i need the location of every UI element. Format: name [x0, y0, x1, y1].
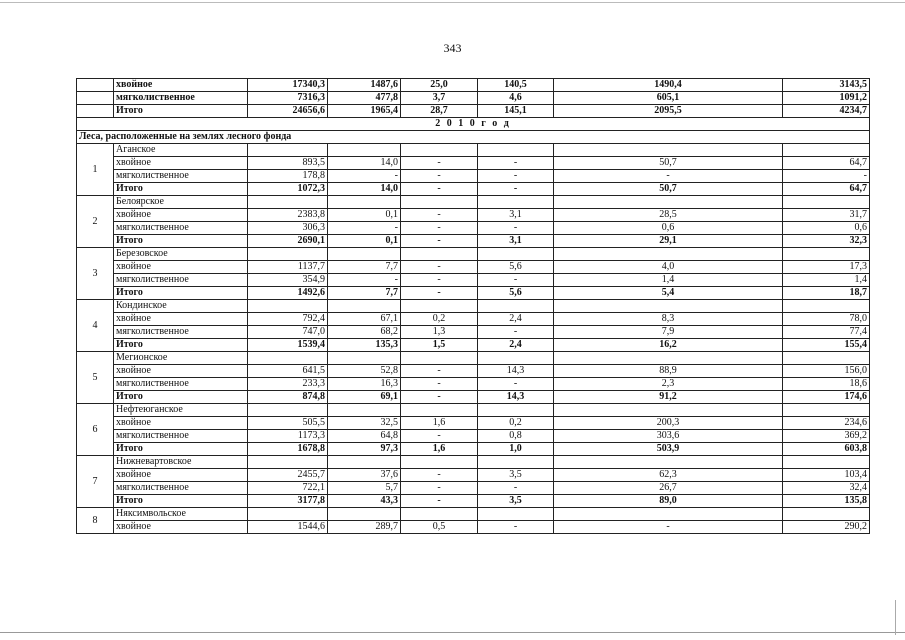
empty-cell	[248, 196, 328, 209]
species-cell: Итого	[114, 287, 248, 300]
empty-cell	[478, 196, 554, 209]
empty-cell	[328, 456, 401, 469]
total-row	[77, 183, 870, 196]
species-cell: Итого	[114, 495, 248, 508]
value-cell: 1490,4	[554, 79, 783, 92]
total-row	[77, 105, 870, 118]
value-cell: 2,4	[478, 339, 554, 352]
district-header-row	[77, 144, 870, 157]
value-cell: 0,6	[554, 222, 783, 235]
forest-data-table	[76, 78, 870, 534]
table-row	[77, 209, 870, 222]
value-cell: 88,9	[554, 365, 783, 378]
total-row	[77, 443, 870, 456]
value-cell: 26,7	[554, 482, 783, 495]
value-cell: 1492,6	[248, 287, 328, 300]
empty-cell	[783, 352, 870, 365]
value-cell: 0,2	[401, 313, 478, 326]
value-cell: 7,9	[554, 326, 783, 339]
total-row	[77, 495, 870, 508]
number-cell	[77, 92, 114, 105]
district-header-row	[77, 508, 870, 521]
value-cell: 2690,1	[248, 235, 328, 248]
value-cell: -	[401, 261, 478, 274]
district-number: 5	[77, 352, 114, 404]
empty-cell	[328, 352, 401, 365]
district-number: 2	[77, 196, 114, 248]
value-cell: 28,7	[401, 105, 478, 118]
value-cell: 14,3	[478, 391, 554, 404]
year-row	[77, 118, 870, 131]
value-cell: 31,7	[783, 209, 870, 222]
value-cell: 722,1	[248, 482, 328, 495]
table-row	[77, 261, 870, 274]
table-row	[77, 417, 870, 430]
value-cell: 303,6	[554, 430, 783, 443]
species-cell: мягколиственное	[114, 222, 248, 235]
empty-cell	[783, 300, 870, 313]
species-cell: мягколиственное	[114, 326, 248, 339]
value-cell: 135,8	[783, 495, 870, 508]
table-row	[77, 79, 870, 92]
value-cell: 25,0	[401, 79, 478, 92]
value-cell: -	[554, 521, 783, 534]
empty-cell	[554, 300, 783, 313]
district-name: Белоярское	[114, 196, 248, 209]
value-cell: 1091,2	[783, 92, 870, 105]
value-cell: 1539,4	[248, 339, 328, 352]
empty-cell	[478, 508, 554, 521]
value-cell: 354,9	[248, 274, 328, 287]
value-cell: 64,7	[783, 183, 870, 196]
value-cell: 145,1	[478, 105, 554, 118]
value-cell: 1,5	[401, 339, 478, 352]
value-cell: 32,4	[783, 482, 870, 495]
value-cell: -	[401, 157, 478, 170]
empty-cell	[328, 508, 401, 521]
empty-cell	[783, 456, 870, 469]
district-header-row	[77, 196, 870, 209]
empty-cell	[478, 456, 554, 469]
value-cell: 32,3	[783, 235, 870, 248]
value-cell: -	[478, 170, 554, 183]
table-row	[77, 482, 870, 495]
value-cell: 52,8	[328, 365, 401, 378]
empty-cell	[554, 404, 783, 417]
empty-cell	[248, 248, 328, 261]
year-heading: 2 0 1 0 г о д	[77, 118, 870, 131]
value-cell: 29,1	[554, 235, 783, 248]
species-cell: Итого	[114, 339, 248, 352]
value-cell: 603,8	[783, 443, 870, 456]
empty-cell	[401, 248, 478, 261]
value-cell: 1,4	[554, 274, 783, 287]
value-cell: 64,7	[783, 157, 870, 170]
value-cell: 3,1	[478, 235, 554, 248]
table-row	[77, 430, 870, 443]
value-cell: 0,1	[328, 209, 401, 222]
table-row	[77, 378, 870, 391]
table-row	[77, 222, 870, 235]
district-header-row	[77, 248, 870, 261]
value-cell: 3,7	[401, 92, 478, 105]
value-cell: 156,0	[783, 365, 870, 378]
species-cell: Итого	[114, 391, 248, 404]
value-cell: 5,6	[478, 287, 554, 300]
section-heading: Леса, расположенные на землях лесного фонда	[77, 131, 870, 144]
value-cell: 1,6	[401, 417, 478, 430]
value-cell: -	[401, 495, 478, 508]
value-cell: 0,2	[478, 417, 554, 430]
species-cell: мягколиственное	[114, 274, 248, 287]
value-cell: 17340,3	[248, 79, 328, 92]
value-cell: 62,3	[554, 469, 783, 482]
table-row	[77, 469, 870, 482]
value-cell: 2455,7	[248, 469, 328, 482]
species-cell: хвойное	[114, 157, 248, 170]
district-header-row	[77, 456, 870, 469]
empty-cell	[554, 456, 783, 469]
empty-cell	[478, 144, 554, 157]
section-row	[77, 131, 870, 144]
value-cell: 135,3	[328, 339, 401, 352]
value-cell: -	[328, 222, 401, 235]
page-number: 343	[443, 41, 462, 55]
value-cell: 14,0	[328, 157, 401, 170]
value-cell: 67,1	[328, 313, 401, 326]
value-cell: 2095,5	[554, 105, 783, 118]
value-cell: 32,5	[328, 417, 401, 430]
value-cell: 68,2	[328, 326, 401, 339]
value-cell: 290,2	[783, 521, 870, 534]
empty-cell	[554, 196, 783, 209]
species-cell: хвойное	[114, 79, 248, 92]
table-row	[77, 170, 870, 183]
value-cell: 3143,5	[783, 79, 870, 92]
value-cell: 874,8	[248, 391, 328, 404]
district-name: Мегионское	[114, 352, 248, 365]
table-row	[77, 274, 870, 287]
table-row	[77, 92, 870, 105]
empty-cell	[783, 144, 870, 157]
value-cell: 289,7	[328, 521, 401, 534]
empty-cell	[401, 456, 478, 469]
empty-cell	[554, 144, 783, 157]
value-cell: 234,6	[783, 417, 870, 430]
value-cell: 18,7	[783, 287, 870, 300]
table-row	[77, 521, 870, 534]
total-row	[77, 287, 870, 300]
value-cell: 91,2	[554, 391, 783, 404]
value-cell: 14,0	[328, 183, 401, 196]
empty-cell	[783, 196, 870, 209]
species-cell: хвойное	[114, 365, 248, 378]
total-row	[77, 235, 870, 248]
value-cell: 4234,7	[783, 105, 870, 118]
value-cell: 1965,4	[328, 105, 401, 118]
district-number: 4	[77, 300, 114, 352]
district-name: Няксимвольское	[114, 508, 248, 521]
value-cell: 641,5	[248, 365, 328, 378]
number-cell	[77, 105, 114, 118]
value-cell: -	[328, 274, 401, 287]
number-cell	[77, 79, 114, 92]
species-cell: мягколиственное	[114, 430, 248, 443]
value-cell: -	[401, 469, 478, 482]
species-cell: Итого	[114, 235, 248, 248]
value-cell: 503,9	[554, 443, 783, 456]
district-name: Аганское	[114, 144, 248, 157]
species-cell: хвойное	[114, 313, 248, 326]
empty-cell	[248, 508, 328, 521]
value-cell: -	[478, 482, 554, 495]
value-cell: 3,1	[478, 209, 554, 222]
empty-cell	[248, 352, 328, 365]
empty-cell	[478, 404, 554, 417]
empty-cell	[783, 508, 870, 521]
value-cell: 140,5	[478, 79, 554, 92]
district-header-row	[77, 352, 870, 365]
value-cell: 1,6	[401, 443, 478, 456]
value-cell: 97,3	[328, 443, 401, 456]
value-cell: 17,3	[783, 261, 870, 274]
value-cell: 2383,8	[248, 209, 328, 222]
value-cell: -	[328, 170, 401, 183]
empty-cell	[554, 508, 783, 521]
empty-cell	[328, 404, 401, 417]
value-cell: 3177,8	[248, 495, 328, 508]
value-cell: 7,7	[328, 287, 401, 300]
value-cell: 24656,6	[248, 105, 328, 118]
empty-cell	[328, 196, 401, 209]
value-cell: 16,3	[328, 378, 401, 391]
value-cell: -	[401, 365, 478, 378]
empty-cell	[328, 300, 401, 313]
value-cell: 50,7	[554, 183, 783, 196]
species-cell: хвойное	[114, 261, 248, 274]
empty-cell	[248, 456, 328, 469]
species-cell: Итого	[114, 183, 248, 196]
district-name: Березовское	[114, 248, 248, 261]
value-cell: 4,0	[554, 261, 783, 274]
value-cell: -	[478, 274, 554, 287]
empty-cell	[478, 352, 554, 365]
species-cell: Итого	[114, 443, 248, 456]
value-cell: -	[401, 274, 478, 287]
species-cell: хвойное	[114, 209, 248, 222]
value-cell: 64,8	[328, 430, 401, 443]
empty-cell	[478, 248, 554, 261]
empty-cell	[248, 144, 328, 157]
value-cell: -	[401, 287, 478, 300]
value-cell: 369,2	[783, 430, 870, 443]
district-name: Нижневартовское	[114, 456, 248, 469]
value-cell: -	[783, 170, 870, 183]
value-cell: 0,6	[783, 222, 870, 235]
table-row	[77, 157, 870, 170]
scan-top-edge	[0, 2, 905, 3]
district-number: 8	[77, 508, 114, 534]
value-cell: -	[478, 157, 554, 170]
district-number: 3	[77, 248, 114, 300]
empty-cell	[554, 352, 783, 365]
scan-right-edge	[895, 600, 896, 635]
value-cell: 7316,3	[248, 92, 328, 105]
empty-cell	[783, 404, 870, 417]
value-cell: 14,3	[478, 365, 554, 378]
value-cell: -	[401, 430, 478, 443]
value-cell: 89,0	[554, 495, 783, 508]
empty-cell	[554, 248, 783, 261]
table-row	[77, 326, 870, 339]
value-cell: 16,2	[554, 339, 783, 352]
value-cell: 50,7	[554, 157, 783, 170]
value-cell: -	[478, 378, 554, 391]
value-cell: -	[401, 209, 478, 222]
species-cell: хвойное	[114, 417, 248, 430]
value-cell: -	[554, 170, 783, 183]
value-cell: 178,8	[248, 170, 328, 183]
species-cell: хвойное	[114, 469, 248, 482]
value-cell: 477,8	[328, 92, 401, 105]
value-cell: 69,1	[328, 391, 401, 404]
species-cell: Итого	[114, 105, 248, 118]
district-name: Кондинское	[114, 300, 248, 313]
empty-cell	[478, 300, 554, 313]
value-cell: 155,4	[783, 339, 870, 352]
empty-cell	[401, 196, 478, 209]
table-row	[77, 313, 870, 326]
district-number: 7	[77, 456, 114, 508]
value-cell: 1072,3	[248, 183, 328, 196]
value-cell: -	[401, 482, 478, 495]
value-cell: 1137,7	[248, 261, 328, 274]
species-cell: мягколиственное	[114, 92, 248, 105]
value-cell: 28,5	[554, 209, 783, 222]
value-cell: 747,0	[248, 326, 328, 339]
value-cell: 1,4	[783, 274, 870, 287]
value-cell: 605,1	[554, 92, 783, 105]
value-cell: 1487,6	[328, 79, 401, 92]
value-cell: 792,4	[248, 313, 328, 326]
species-cell: мягколиственное	[114, 170, 248, 183]
value-cell: 893,5	[248, 157, 328, 170]
value-cell: 4,6	[478, 92, 554, 105]
empty-cell	[401, 508, 478, 521]
value-cell: 103,4	[783, 469, 870, 482]
value-cell: 0,1	[328, 235, 401, 248]
value-cell: 5,7	[328, 482, 401, 495]
empty-cell	[401, 352, 478, 365]
value-cell: 1173,3	[248, 430, 328, 443]
value-cell: 18,6	[783, 378, 870, 391]
value-cell: 1,0	[478, 443, 554, 456]
value-cell: 3,5	[478, 495, 554, 508]
district-name: Нефтеюганское	[114, 404, 248, 417]
district-number: 6	[77, 404, 114, 456]
value-cell: 5,4	[554, 287, 783, 300]
value-cell: -	[401, 391, 478, 404]
value-cell: 78,0	[783, 313, 870, 326]
value-cell: 43,3	[328, 495, 401, 508]
value-cell: -	[401, 183, 478, 196]
value-cell: 1678,8	[248, 443, 328, 456]
value-cell: 77,4	[783, 326, 870, 339]
total-row	[77, 339, 870, 352]
district-header-row	[77, 300, 870, 313]
value-cell: -	[401, 378, 478, 391]
value-cell: -	[401, 235, 478, 248]
value-cell: 0,5	[401, 521, 478, 534]
value-cell: -	[478, 183, 554, 196]
species-cell: хвойное	[114, 521, 248, 534]
value-cell: -	[478, 521, 554, 534]
district-header-row	[77, 404, 870, 417]
value-cell: 8,3	[554, 313, 783, 326]
value-cell: -	[401, 170, 478, 183]
value-cell: 7,7	[328, 261, 401, 274]
scan-bottom-edge	[0, 632, 905, 633]
value-cell: 1544,6	[248, 521, 328, 534]
empty-cell	[328, 248, 401, 261]
species-cell: мягколиственное	[114, 482, 248, 495]
value-cell: 2,3	[554, 378, 783, 391]
total-row	[77, 391, 870, 404]
value-cell: 1,3	[401, 326, 478, 339]
value-cell: 37,6	[328, 469, 401, 482]
value-cell: 233,3	[248, 378, 328, 391]
value-cell: -	[478, 326, 554, 339]
empty-cell	[328, 144, 401, 157]
empty-cell	[248, 404, 328, 417]
value-cell: 2,4	[478, 313, 554, 326]
value-cell: 3,5	[478, 469, 554, 482]
empty-cell	[401, 300, 478, 313]
empty-cell	[401, 144, 478, 157]
district-number: 1	[77, 144, 114, 196]
empty-cell	[783, 248, 870, 261]
value-cell: -	[478, 222, 554, 235]
value-cell: -	[401, 222, 478, 235]
value-cell: 200,3	[554, 417, 783, 430]
empty-cell	[401, 404, 478, 417]
value-cell: 0,8	[478, 430, 554, 443]
species-cell: мягколиственное	[114, 378, 248, 391]
value-cell: 505,5	[248, 417, 328, 430]
empty-cell	[248, 300, 328, 313]
value-cell: 5,6	[478, 261, 554, 274]
value-cell: 306,3	[248, 222, 328, 235]
value-cell: 174,6	[783, 391, 870, 404]
table-row	[77, 365, 870, 378]
